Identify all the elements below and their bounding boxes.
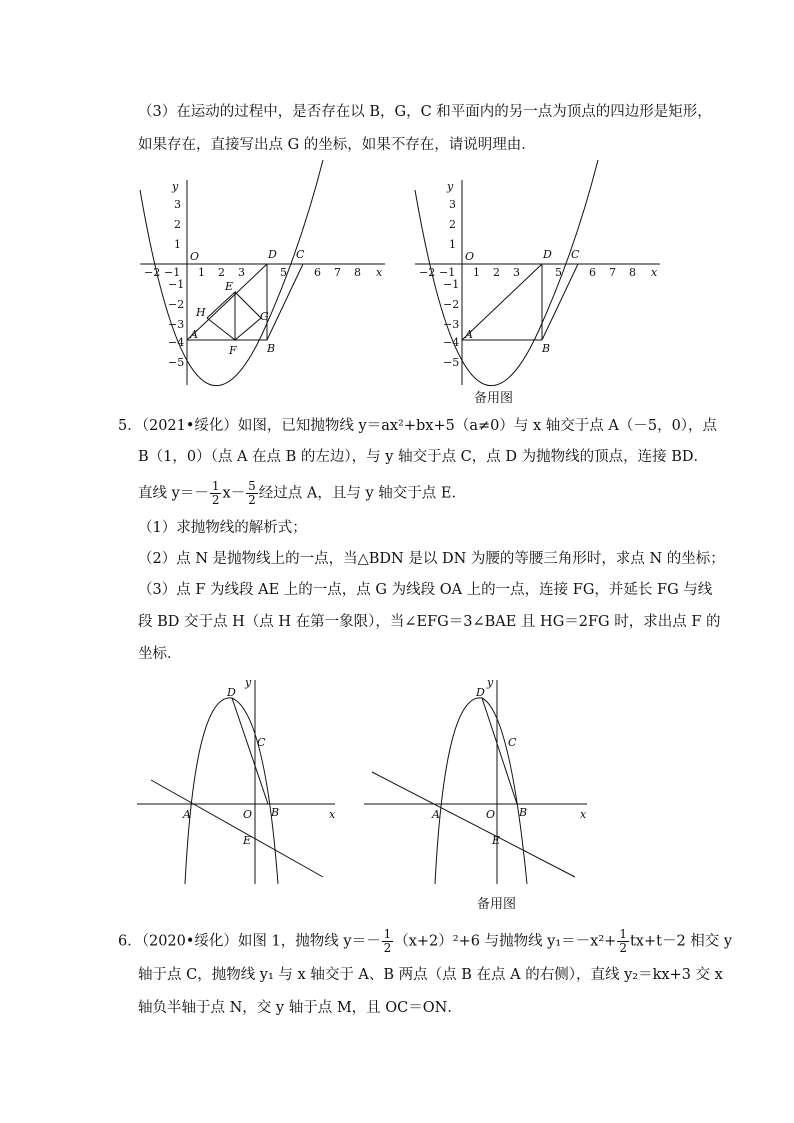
q5-part1: （1）求抛物线的解析式； [138,520,307,536]
svg-text:y: y [245,676,252,689]
svg-text:O: O [243,808,253,821]
q5-part3-line2: 段 BD 交于点 H（点 H 在第一象限），当∠EFG＝3∠BAE 且 HG＝2FG 时，求出点 F 的 [138,614,721,630]
svg-text:3: 3 [449,198,456,211]
segment-BD [232,698,268,804]
q6-line2: 轴于点 C，抛物线 y₁ 与 x 轴交于 A、B 两点（点 B 在点 A 的右侧），直线 y₂＝kx+3 交 x [138,967,723,983]
svg-text:E: E [492,834,501,847]
svg-text:x: x [376,266,383,279]
fig4-ticks [144,198,361,369]
line-AE [151,780,323,877]
svg-text:−5: −5 [168,356,185,369]
svg-text:O: O [486,808,496,821]
svg-text:B: B [271,806,280,819]
svg-text:7: 7 [609,266,616,279]
svg-text:−2: −2 [419,266,436,279]
svg-text:A: A [190,328,198,341]
svg-text:−4: −4 [168,336,185,349]
svg-text:D: D [543,248,552,261]
svg-text:y: y [487,676,494,689]
svg-text:−2: −2 [144,266,161,279]
q5-line2: B（1，0）（点 A 在点 B 的左边），与 y 轴交于点 C，点 D 为抛物线的顶点，连接 BD． [138,449,709,465]
svg-text:5: 5 [555,266,562,279]
svg-text:B: B [267,342,276,355]
svg-text:E: E [243,834,252,847]
svg-text:3: 3 [238,266,245,279]
svg-text:D: D [476,686,485,699]
triangle-EGF [235,292,261,340]
svg-text:−2: −2 [443,298,460,311]
fig5-backup-caption: 备用图 [477,897,517,912]
svg-text:D: D [227,686,236,699]
svg-text:A: A [183,808,191,821]
svg-text:−3: −3 [168,318,185,331]
svg-text:3: 3 [174,198,181,211]
svg-text:−2: −2 [168,298,185,311]
svg-text:1: 1 [198,266,205,279]
figure-4-backup [405,160,675,390]
svg-text:6: 6 [314,266,321,279]
svg-text:5: 5 [280,266,287,279]
svg-text:8: 8 [629,266,636,279]
figure-5-main [135,672,350,892]
svg-text:1: 1 [449,238,456,251]
q4-part3-line2: 如果存在，直接写出点 G 的坐标，如果不存在，请说明理由． [138,137,536,153]
fig5-labels [182,676,336,847]
svg-text:C: C [296,248,305,261]
svg-text:O: O [465,250,475,263]
svg-text:−1: −1 [168,278,185,291]
svg-text:1: 1 [473,266,480,279]
figure-4-main [130,160,400,390]
svg-text:6: 6 [589,266,596,279]
svg-text:C: C [508,736,517,749]
svg-text:7: 7 [334,266,341,279]
svg-text:2: 2 [449,218,456,231]
svg-text:2: 2 [493,266,500,279]
svg-text:C: C [571,248,580,261]
svg-text:−4: −4 [443,336,460,349]
svg-text:G: G [260,310,269,323]
svg-text:1: 1 [174,238,181,251]
svg-text:−1: −1 [443,278,460,291]
svg-text:B: B [519,806,528,819]
svg-text:y: y [447,180,454,193]
svg-text:3: 3 [513,266,520,279]
svg-text:−3: −3 [443,318,460,331]
q5-part3-line1: （3）点 F 为线段 AE 上的一点，点 G 为线段 OA 上的一点，连接 FG，并延长 FG 与线 [138,582,713,598]
triangle-HEF [207,292,235,340]
q5-line1: 5．（2021•绥化）如图，已知抛物线 y＝ax²+bx+5（a≠0）与 x 轴交于点 A（－5，0），点 [118,418,718,434]
svg-text:−1: −1 [439,266,456,279]
svg-text:x: x [651,266,658,279]
q4-part3-line1: （3）在运动的过程中，是否存在以 B，G，C 和平面内的另一点为顶点的四边形是矩形， [138,104,712,120]
svg-text:A: A [432,808,440,821]
svg-text:C: C [257,736,266,749]
svg-text:F: F [229,344,237,357]
svg-text:x: x [329,808,336,821]
svg-text:H: H [196,306,206,319]
svg-text:−1: −1 [164,266,181,279]
fig4-backup-caption: 备用图 [474,391,514,406]
q5-part3-line3: 坐标． [138,646,182,662]
svg-text:E: E [225,280,234,293]
q6-line1: 6．（2020•绥化）如图 1，抛物线 y＝－ $\frac{1}{2}$ （x+2）²+6 与抛物线 y₁＝－x²+ $\frac{1}{2}$ tx+t－2 相交 y [118,927,733,955]
svg-text:y: y [172,180,179,193]
svg-text:A: A [465,328,473,341]
svg-text:2: 2 [218,266,225,279]
q6-line3: 轴负半轴于点 N，交 y 轴于点 M，且 OC＝ON． [138,1000,462,1016]
svg-text:2: 2 [174,218,181,231]
svg-text:8: 8 [354,266,361,279]
svg-text:O: O [190,250,200,263]
svg-text:x: x [580,808,587,821]
q5-part2: （2）点 N 是抛物线上的一点，当△BDN 是以 DN 为腰的等腰三角形时，求点 N 的坐标； [138,551,725,567]
svg-text:−5: −5 [443,356,460,369]
figure-5-backup [362,672,594,892]
q5-line3: 直线 y＝－ $\frac{1}{2}$ x－ $\frac{5}{2}$ 经过点 A，且与 y 轴交于点 E． [138,479,466,507]
svg-text:B: B [542,342,551,355]
svg-text:D: D [268,248,277,261]
